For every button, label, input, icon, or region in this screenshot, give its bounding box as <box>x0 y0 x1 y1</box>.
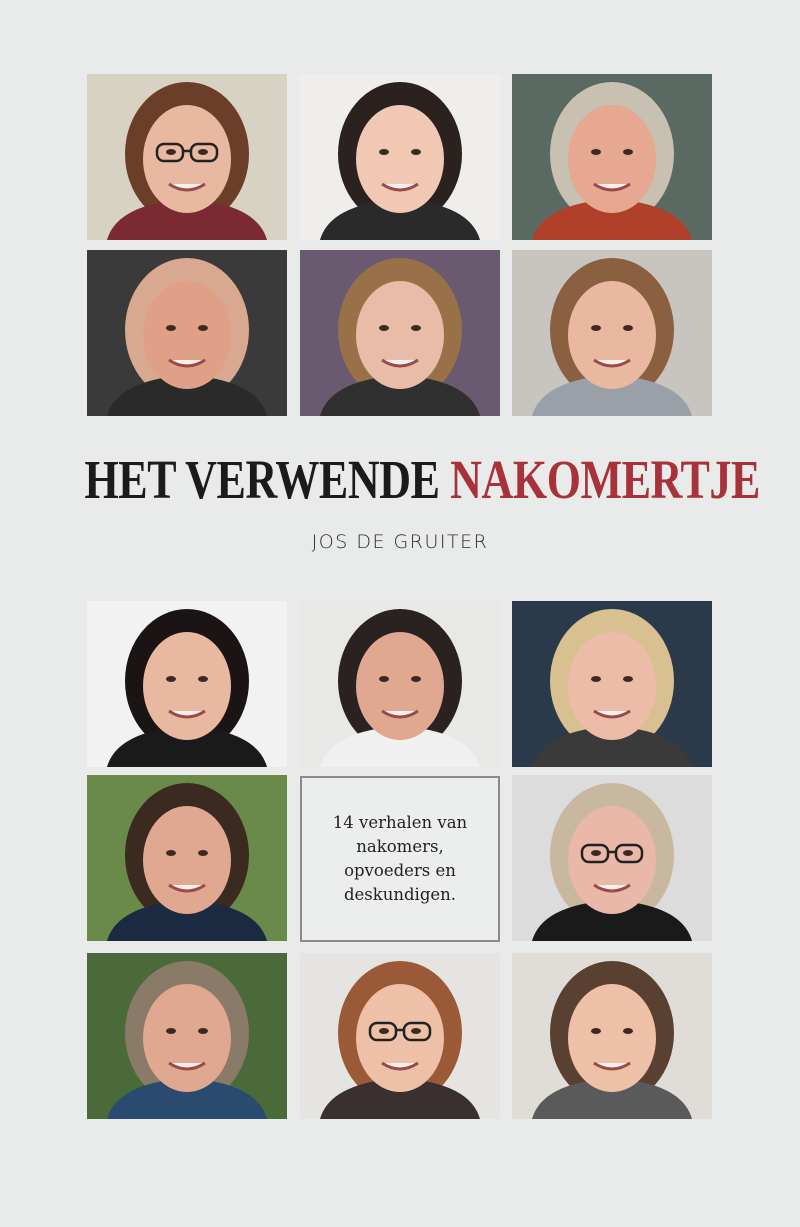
portrait-photo <box>87 250 287 416</box>
portrait-photo <box>512 74 712 240</box>
portrait-photo <box>512 250 712 416</box>
book-title <box>0 448 800 512</box>
author-name: JOS DE GRUITER <box>311 531 489 553</box>
tagline-box <box>300 776 500 942</box>
portrait-photo <box>87 775 287 941</box>
title-part-red: NAKOMERTJE <box>450 449 760 510</box>
portrait-photo <box>87 74 287 240</box>
tagline-line: 14 verhalen van <box>332 813 468 832</box>
portrait-photo <box>512 601 712 767</box>
portrait-photo <box>87 601 287 767</box>
tagline-line: opvoeders en <box>344 861 456 880</box>
tagline-line: nakomers, <box>356 837 444 856</box>
portrait-photo <box>300 953 500 1119</box>
portrait-photo <box>300 74 500 240</box>
portrait-photo <box>87 953 287 1119</box>
portrait-photo <box>300 250 500 416</box>
portrait-photo <box>512 775 712 941</box>
tagline-line: deskundigen. <box>343 885 457 904</box>
portrait-photo <box>300 601 500 767</box>
title-part-dark: HET VERWENDE <box>84 449 440 510</box>
portrait-photo <box>512 953 712 1119</box>
